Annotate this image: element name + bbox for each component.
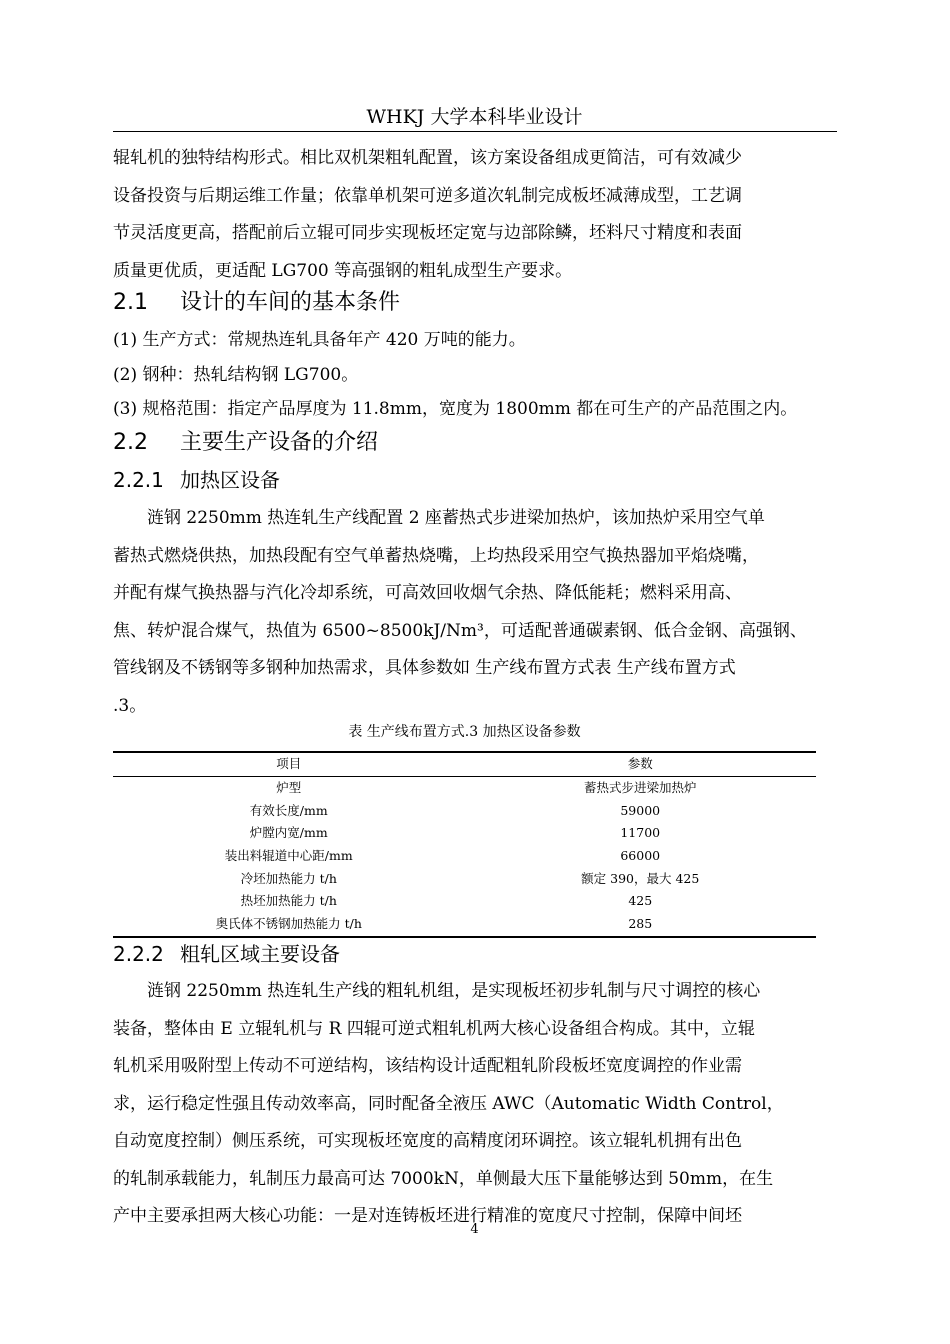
page-number: 4 xyxy=(470,1222,479,1237)
paragraph-line: 并配有煤气换热器与汽化冷却系统，可高效回收烟气余热、降低能耗；燃料采用高、 xyxy=(113,583,742,603)
paragraph-line: 自动宽度控制）侧压系统，可实现板坯宽度的高精度闭环调控。该立辊轧机拥有出色 xyxy=(113,1131,742,1151)
paragraph-line: 管线钢及不锈钢等多钢种加热需求，具体参数如 生产线布置方式表 生产线布置方式 xyxy=(113,658,736,678)
table-cell: 有效长度/mm xyxy=(249,802,328,818)
section-number: 2.2 xyxy=(113,430,148,455)
column-header: 项目 xyxy=(276,756,302,772)
table-row xyxy=(113,890,816,913)
heating-paragraph xyxy=(113,500,841,725)
roughing-paragraph xyxy=(113,973,841,1236)
paragraph-line: 节灵活度更高，搭配前后立辊可同步实现板坯定宽与边部除鳞，坯料尺寸精度和表面 xyxy=(113,223,742,243)
section-title: 设计的车间的基本条件 xyxy=(180,290,401,315)
table-row xyxy=(113,867,816,890)
table-cell: 冷坯加热能力 t/h xyxy=(240,870,337,886)
section-heading-2-1 xyxy=(113,288,400,318)
section-number: 2.2.2 xyxy=(113,942,164,966)
section-title: 加热区设备 xyxy=(180,468,280,492)
paragraph-line: 焦、转炉混合煤气，热值为 6500~8500kJ/Nm³，可适配普通碳素钢、低合金钢、高强钢、 xyxy=(113,620,807,641)
paragraph-line: 蓄热式燃烧供热，加热段配有空气单蓄热烧嘴，上均热段采用空气换热器加平焰烧嘴， xyxy=(113,545,759,566)
table-cell: 11700 xyxy=(620,825,661,841)
table-cell: 蓄热式步进梁加热炉 xyxy=(583,780,697,796)
paragraph-line: 产中主要承担两大核心功能：一是对连铸板坯进行精准的宽度尺寸控制，保障中间坯 xyxy=(113,1206,742,1226)
table-cell: 炉膛内宽/mm xyxy=(249,825,328,841)
table-caption: 表 生产线布置方式.3 加热区设备参数 xyxy=(348,724,581,740)
column-header: 参数 xyxy=(627,756,653,772)
table-row xyxy=(113,799,816,822)
condition-item: (2) 钢种：热轧结构钢 LG700。 xyxy=(113,365,359,385)
intro-paragraph xyxy=(113,140,841,290)
paragraph-line: 涟钢 2250mm 热连轧生产线配置 2 座蓄热式步进梁加热炉，该加热炉采用空气单 xyxy=(113,508,765,528)
heating-equipment-table xyxy=(113,751,816,938)
table-cell: 425 xyxy=(628,893,653,909)
paragraph-line: 涟钢 2250mm 热连轧生产线的粗轧机组，是实现板坯初步轧制与尺寸调控的核心 xyxy=(113,981,761,1001)
table-row xyxy=(113,822,816,845)
table-cell: 热坯加热能力 t/h xyxy=(240,893,337,909)
table-cell: 炉型 xyxy=(276,780,302,796)
paragraph-line: 的轧制承载能力，轧制压力最高可达 7000kN，单侧最大压下量能够达到 50mm，在生 xyxy=(113,1168,774,1189)
section-heading-2-2 xyxy=(113,428,378,458)
table-row xyxy=(113,845,816,868)
condition-item: (1) 生产方式：常规热连轧具备年产 420 万吨的能力。 xyxy=(113,330,526,350)
paragraph-line: 设备投资与后期运维工作量；依靠单机架可逆多道次轧制完成板坯减薄成型，工艺调 xyxy=(113,185,742,206)
section-title: 粗轧区域主要设备 xyxy=(180,942,340,966)
paragraph-line: .3。 xyxy=(113,695,147,716)
paragraph-line: 装备，整体由 E 立辊轧机与 R 四辊可逆式粗轧机两大核心设备组合构成。其中，立辊 xyxy=(113,1018,755,1039)
table-row xyxy=(113,776,816,799)
section-heading-2-2-1 xyxy=(113,466,280,494)
table-cell: 285 xyxy=(628,916,653,932)
table-cell: 66000 xyxy=(620,848,661,864)
table-cell: 59000 xyxy=(620,802,661,818)
section-number: 2.2.1 xyxy=(113,468,164,492)
table-cell: 奥氏体不锈钢加热能力 t/h xyxy=(215,916,362,932)
paragraph-line: 求，运行稳定性强且传动效率高，同时配备全液压 AWC（Automatic Width Control， xyxy=(113,1093,784,1114)
table-cell: 装出料辊道中心距/mm xyxy=(224,848,353,864)
paragraph-line: 质量更优质，更适配 LG700 等高强钢的粗轧成型生产要求。 xyxy=(113,260,573,281)
table-cell: 额定 390，最大 425 xyxy=(581,870,700,886)
section-title: 主要生产设备的介绍 xyxy=(180,430,379,455)
section-heading-2-2-2 xyxy=(113,940,340,968)
section-number: 2.1 xyxy=(113,290,148,315)
table-row xyxy=(113,913,816,937)
paragraph-line: 轧机采用吸附型上传动不可逆结构，该结构设计适配粗轧阶段板坯宽度调控的作业需 xyxy=(113,1056,742,1076)
page-header: WHKJ 大学本科毕业设计 xyxy=(366,106,583,128)
condition-item: (3) 规格范围：指定产品厚度为 11.8mm，宽度为 1800mm 都在可生产的产品范围之内。 xyxy=(113,399,798,419)
paragraph-line: 辊轧机的独特结构形式。相比双机架粗轧配置，该方案设备组成更简洁，可有效减少 xyxy=(113,148,742,168)
header-rule xyxy=(113,131,837,132)
table-header-row xyxy=(113,752,816,776)
